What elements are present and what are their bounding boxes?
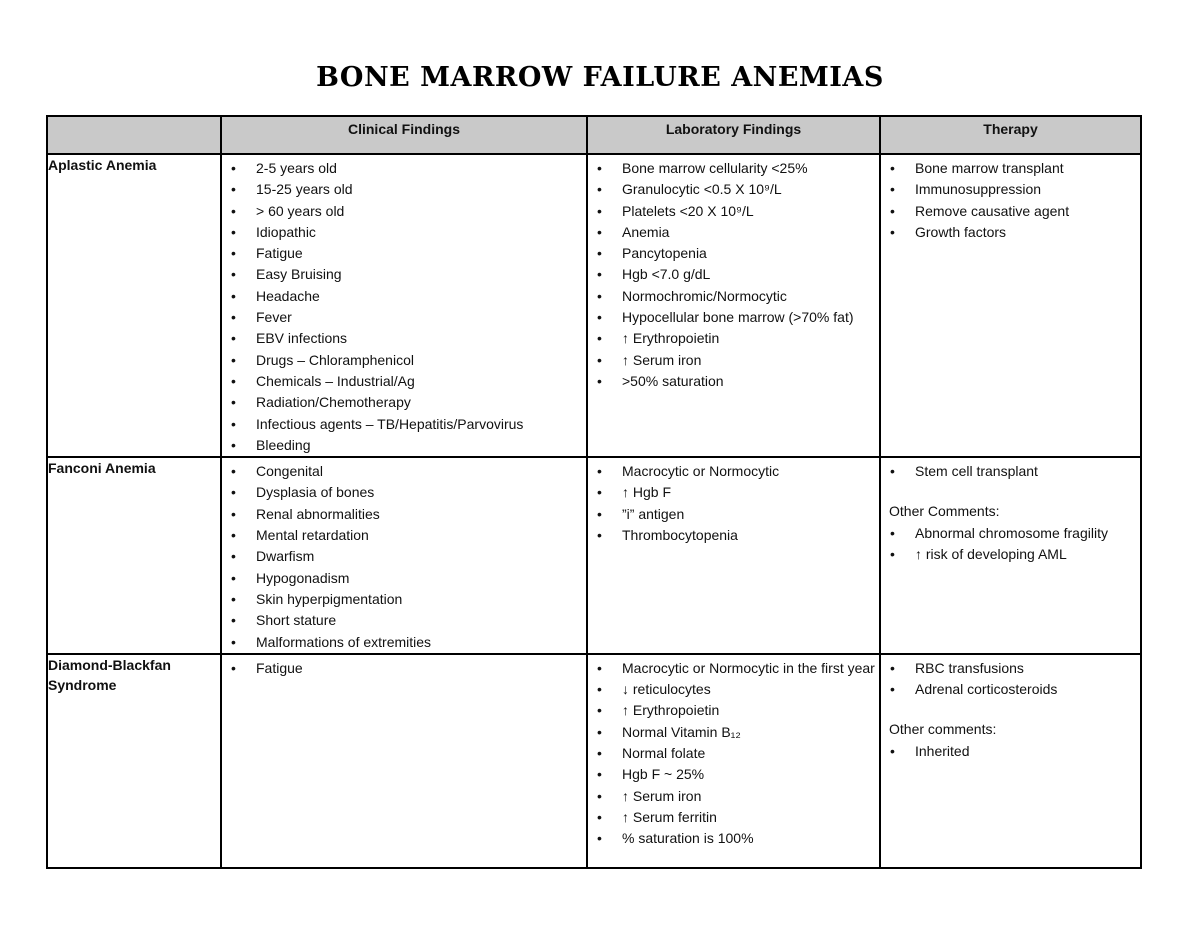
list-item: • Hypogonadism [230,568,582,589]
table-row [47,457,1141,654]
list-item: • Radiation/Chemotherapy [230,392,582,413]
therapy-cell [880,154,1141,457]
list-item: • Anemia [596,222,875,243]
header-empty-cell [47,116,221,154]
list-item: • Short stature [230,610,582,631]
other-comments-heading: Other comments: [889,721,997,738]
therapy-list [881,458,1140,482]
table-header-row [47,116,1141,154]
list-item: • 2-5 years old [230,158,582,179]
list-item: • Stem cell transplant [889,461,1136,482]
clinical-findings-cell [221,154,587,457]
list-item: • Immunosuppression [889,179,1136,200]
list-item: • Dysplasia of bones [230,482,582,503]
list-item: • Fever [230,307,582,328]
list-item: • 15-25 years old [230,179,582,200]
header-therapy: Therapy [880,116,1141,154]
list-item: • Headache [230,286,582,307]
list-item: • ↑ Serum ferritin [596,807,875,828]
list-item: • Pancytopenia [596,243,875,264]
anemia-table [46,115,1142,869]
list-item: • Remove causative agent [889,201,1136,222]
list-item: • Bone marrow transplant [889,158,1136,179]
clinical-findings-list [222,155,586,456]
therapy-cell [880,457,1141,654]
row-name-fanconi-anemia: Fanconi Anemia [47,457,221,654]
laboratory-findings-cell [587,654,880,868]
list-item: • Hgb F ~ 25% [596,764,875,785]
list-item: • Bone marrow cellularity <25% [596,158,875,179]
list-item: • Bleeding [230,435,582,456]
table-row [47,154,1141,457]
list-item: • Congenital [230,461,582,482]
list-item: • Macrocytic or Normocytic in the first year [596,658,875,679]
list-item: • ↑ Serum iron [596,350,875,371]
therapy-list [881,155,1140,243]
list-item: • Dwarfism [230,546,582,567]
list-item: • Fatigue [230,658,582,679]
laboratory-findings-cell [587,154,880,457]
page-title: BONE MARROW FAILURE ANEMIAS [316,62,884,93]
list-item: • ↑ Erythropoietin [596,328,875,349]
list-item: • Abnormal chromosome fragility [889,523,1136,544]
list-item: • ↑ Hgb F [596,482,875,503]
clinical-findings-cell [221,457,587,654]
list-item: • % saturation is 100% [596,828,875,849]
list-item: • Inherited [889,741,1136,762]
list-item: • Normochromic/Normocytic [596,286,875,307]
list-item: • Drugs – Chloramphenicol [230,350,582,371]
list-item: • ↑ risk of developing AML [889,544,1136,565]
header-clinical-findings: Clinical Findings [221,116,587,154]
list-item: • Idiopathic [230,222,582,243]
therapy-cell [880,654,1141,868]
clinical-findings-cell [221,654,587,868]
other-comments-list [881,523,1140,566]
laboratory-findings-list [588,458,879,546]
laboratory-findings-cell [587,457,880,654]
table-row [47,654,1141,868]
list-item: • Easy Bruising [230,264,582,285]
list-item: • Hypocellular bone marrow (>70% fat) [596,307,875,328]
list-item: • ”i” antigen [596,504,875,525]
list-item: • Fatigue [230,243,582,264]
other-comments-heading: Other Comments: [889,503,1000,520]
clinical-findings-list [222,655,586,679]
list-item: • Normal Vitamin B₁₂ [596,722,875,743]
list-item: • Granulocytic <0.5 X 10⁹/L [596,179,875,200]
list-item: • Hgb <7.0 g/dL [596,264,875,285]
list-item: • Platelets <20 X 10⁹/L [596,201,875,222]
list-item: • Malformations of extremities [230,632,582,653]
list-item: • Chemicals – Industrial/Ag [230,371,582,392]
list-item: • Renal abnormalities [230,504,582,525]
therapy-list [881,655,1140,701]
list-item: • Mental retardation [230,525,582,546]
clinical-findings-list [222,458,586,653]
row-name-aplastic-anemia: Aplastic Anemia [47,154,221,457]
list-item: • Growth factors [889,222,1136,243]
list-item: • RBC transfusions [889,658,1136,679]
row-name-diamond-blackfan-syndrome: Diamond-Blackfan Syndrome [47,654,221,868]
list-item: • Thrombocytopenia [596,525,875,546]
list-item: • EBV infections [230,328,582,349]
laboratory-findings-list [588,655,879,850]
list-item: • >50% saturation [596,371,875,392]
list-item: • ↓ reticulocytes [596,679,875,700]
laboratory-findings-list [588,155,879,392]
other-comments-list [881,741,1140,762]
list-item: • > 60 years old [230,201,582,222]
list-item: • ↑ Erythropoietin [596,700,875,721]
list-item: • Normal folate [596,743,875,764]
list-item: • Skin hyperpigmentation [230,589,582,610]
list-item: • ↑ Serum iron [596,786,875,807]
list-item: • Infectious agents – TB/Hepatitis/Parvovirus [230,414,582,435]
header-laboratory-findings: Laboratory Findings [587,116,880,154]
list-item: • Macrocytic or Normocytic [596,461,875,482]
list-item: • Adrenal corticosteroids [889,679,1136,700]
